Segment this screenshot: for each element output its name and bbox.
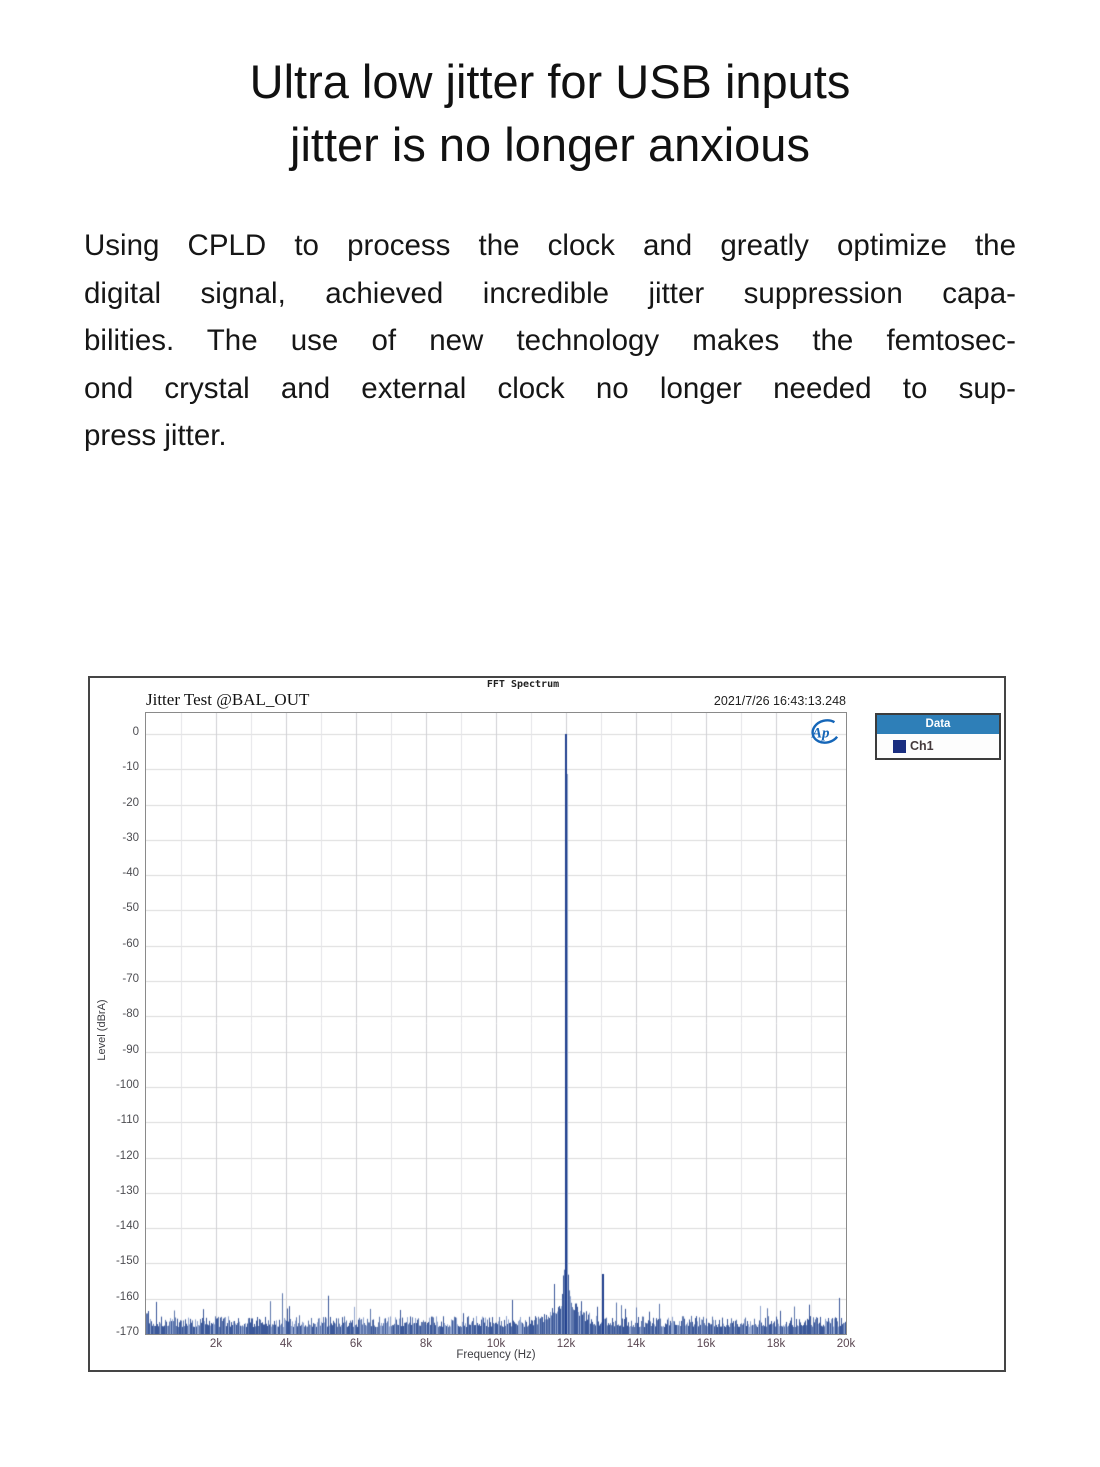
y-tick-label: -60 <box>122 937 139 950</box>
legend-row-ch1 <box>877 734 999 758</box>
x-tick-label: 8k <box>419 1338 433 1350</box>
x-tick-label: 12k <box>556 1338 576 1350</box>
x-tick-label: 2k <box>209 1338 223 1350</box>
x-axis-title: Frequency (Hz) <box>456 1349 536 1361</box>
y-tick-label: -170 <box>115 1326 139 1338</box>
y-tick-label: -20 <box>122 796 139 809</box>
ap-logo-icon <box>804 718 844 748</box>
page-title-line-1: Ultra low jitter for USB inputs <box>249 55 851 108</box>
x-tick-label: 18k <box>766 1338 786 1350</box>
ap-logo-text: Ap <box>812 725 830 742</box>
y-tick-label: -40 <box>122 867 139 880</box>
y-tick-label: -90 <box>122 1043 139 1056</box>
y-tick-label: -80 <box>122 1008 139 1021</box>
fft-window-title: FFT Spectrum <box>486 679 560 690</box>
y-axis-title: Level (dBrA) <box>96 999 108 1061</box>
x-tick-label: 16k <box>696 1338 716 1350</box>
y-tick-label: -100 <box>115 1078 139 1091</box>
paragraph-line: ond crystal and external clock no longer needed to sup- <box>84 371 1016 405</box>
x-tick-label: 10k <box>486 1338 506 1350</box>
page-title-line-2: jitter is no longer anxious <box>290 118 810 171</box>
x-tick-label: 20k <box>836 1338 856 1350</box>
legend <box>875 713 1001 760</box>
paragraph-line: bilities. The use of new technology makes the femtosec- <box>84 324 1016 358</box>
y-tick-label: -50 <box>122 902 139 915</box>
paragraph-line: press jitter. <box>84 419 227 453</box>
intro-paragraph <box>84 222 1016 460</box>
y-tick-label: -70 <box>122 973 139 986</box>
y-tick-label: -130 <box>115 1184 139 1197</box>
x-tick-label: 14k <box>626 1338 646 1350</box>
x-tick-label: 4k <box>279 1338 293 1350</box>
fft-spectrum-panel <box>88 676 1006 1372</box>
timestamp: 2021/7/26 16:43:13.248 <box>713 694 846 708</box>
chart-title: Jitter Test @BAL_OUT <box>146 690 310 709</box>
y-tick-label: -140 <box>115 1220 139 1233</box>
page-title <box>0 50 1100 176</box>
fft-spectrum-canvas <box>146 713 846 1334</box>
legend-header: Data <box>877 715 999 734</box>
y-tick-label: -10 <box>122 761 139 774</box>
legend-channel-label: Ch1 <box>910 739 934 753</box>
paragraph-line: digital signal, achieved incredible jitter suppression capa- <box>84 276 1016 310</box>
x-tick-label: 6k <box>349 1338 363 1350</box>
y-tick-label: -120 <box>115 1149 139 1162</box>
ch1-color-swatch-icon <box>893 740 906 753</box>
y-tick-label: -160 <box>115 1290 139 1303</box>
y-tick-label: 0 <box>132 726 139 738</box>
y-tick-label: -110 <box>116 1114 139 1127</box>
plot-area <box>145 712 847 1335</box>
paragraph-line: Using CPLD to process the clock and greatly optimize the <box>84 229 1016 262</box>
y-tick-label: -150 <box>115 1255 139 1268</box>
y-tick-label: -30 <box>122 831 139 844</box>
